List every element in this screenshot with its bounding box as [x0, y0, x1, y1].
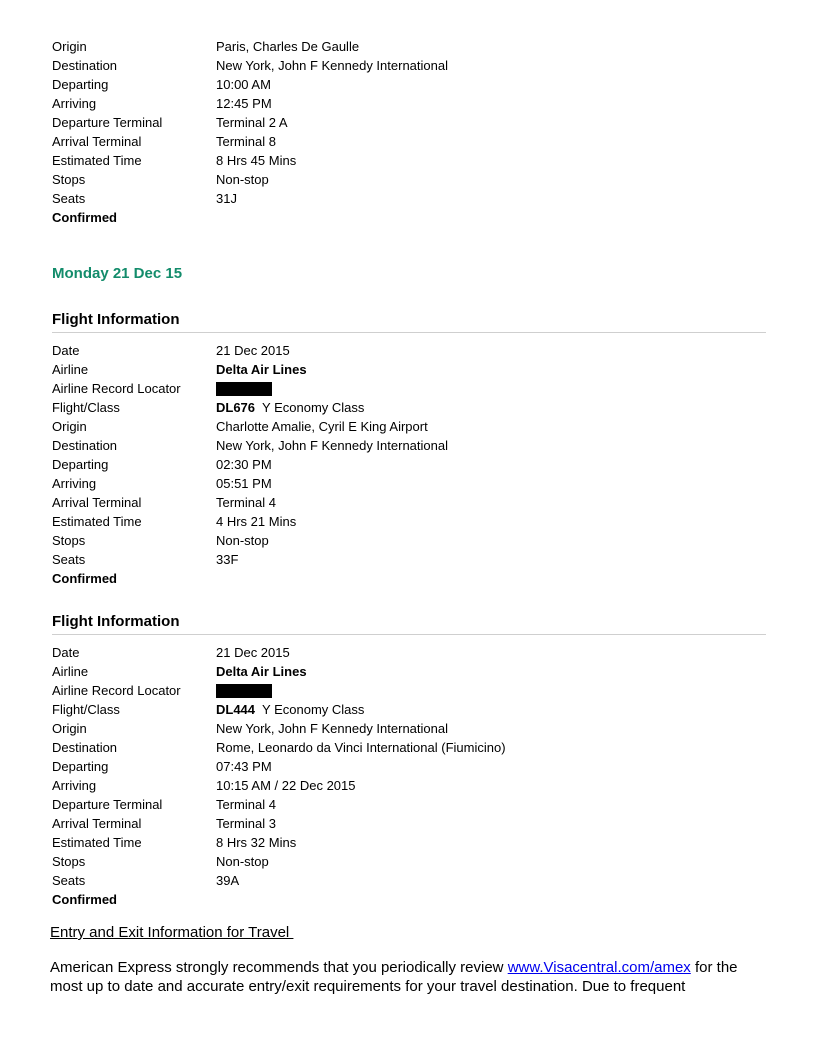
seats-label: Seats	[52, 552, 86, 567]
redaction-box	[216, 684, 272, 698]
destination-label: Destination	[52, 740, 118, 755]
paragraph-text-start: American Express strongly recommends that you periodically review	[50, 959, 508, 976]
departure-terminal-label: Departure Terminal	[52, 797, 163, 812]
arriving-label: Arriving	[52, 778, 97, 793]
airline-value: Delta Air Lines	[216, 362, 307, 377]
entry-exit-title: Entry and Exit Information for Travel	[50, 924, 294, 941]
destination-value: Rome, Leonardo da Vinci International (Fiumicino)	[216, 740, 506, 755]
arrival-terminal-value: Terminal 4	[216, 495, 276, 510]
flight-class-label: Flight/Class	[52, 702, 120, 717]
seats-label: Seats	[52, 873, 86, 888]
stops-value: Non-stop	[216, 854, 269, 869]
detail-value: 10:00 AM	[216, 77, 271, 92]
entry-exit-paragraph	[50, 958, 766, 996]
seats-value: 33F	[216, 552, 239, 567]
stops-value: Non-stop	[216, 533, 269, 548]
origin-label: Origin	[52, 721, 87, 736]
detail-value: New York, John F Kennedy International	[216, 58, 448, 73]
paragraph-text-end: for the most up to date and accurate entry/exit requirements for your travel destination. Due to frequent	[50, 959, 738, 995]
detail-label: Stops	[52, 172, 86, 187]
detail-value: 12:45 PM	[216, 96, 272, 111]
detail-value: Terminal 2 A	[216, 115, 288, 130]
arrival-terminal-label: Arrival Terminal	[52, 816, 142, 831]
detail-label: Departing	[52, 77, 109, 92]
origin-value: Charlotte Amalie, Cyril E King Airport	[216, 419, 428, 434]
arrival-terminal-value: Terminal 3	[216, 816, 276, 831]
flight-number: DL676	[216, 400, 256, 415]
flight-information-heading: Flight Information	[52, 613, 180, 630]
date-value: 21 Dec 2015	[216, 343, 290, 358]
stops-label: Stops	[52, 533, 86, 548]
record-locator-label: Airline Record Locator	[52, 683, 181, 698]
section-divider	[52, 332, 766, 333]
arriving-value: 05:51 PM	[216, 476, 272, 491]
departing-label: Departing	[52, 759, 109, 774]
airline-value: Delta Air Lines	[216, 664, 307, 679]
airline-label: Airline	[52, 664, 89, 679]
date-value: 21 Dec 2015	[216, 645, 290, 660]
detail-value: Terminal 8	[216, 134, 276, 149]
flight-class-value	[216, 700, 364, 719]
record-locator-value	[216, 379, 272, 398]
flight-number: DL444	[216, 702, 256, 717]
cabin-class: Y Economy Class	[262, 400, 365, 415]
detail-label: Arriving	[52, 96, 97, 111]
record-locator-value	[216, 681, 272, 700]
estimated-time-label: Estimated Time	[52, 514, 142, 529]
estimated-time-value: 8 Hrs 32 Mins	[216, 835, 297, 850]
booking-status: Confirmed	[52, 571, 117, 586]
date-label: Date	[52, 645, 80, 660]
origin-value: New York, John F Kennedy International	[216, 721, 448, 736]
detail-label: Origin	[52, 39, 87, 54]
departing-value: 02:30 PM	[216, 457, 272, 472]
detail-value: 8 Hrs 45 Mins	[216, 153, 297, 168]
redaction-box	[216, 382, 272, 396]
cabin-class: Y Economy Class	[262, 702, 365, 717]
flight-class-value	[216, 398, 364, 417]
booking-status: Confirmed	[52, 210, 117, 225]
detail-value: Non-stop	[216, 172, 269, 187]
arrival-terminal-label: Arrival Terminal	[52, 495, 142, 510]
day-heading: Monday 21 Dec 15	[52, 265, 183, 282]
destination-label: Destination	[52, 438, 118, 453]
destination-value: New York, John F Kennedy International	[216, 438, 448, 453]
detail-label: Seats	[52, 191, 86, 206]
date-label: Date	[52, 343, 80, 358]
record-locator-label: Airline Record Locator	[52, 381, 181, 396]
detail-value: Paris, Charles De Gaulle	[216, 39, 360, 54]
detail-label: Estimated Time	[52, 153, 142, 168]
estimated-time-label: Estimated Time	[52, 835, 142, 850]
detail-label: Departure Terminal	[52, 115, 163, 130]
section-divider	[52, 634, 766, 635]
detail-value: 31J	[216, 191, 237, 206]
detail-label: Arrival Terminal	[52, 134, 142, 149]
arriving-label: Arriving	[52, 476, 97, 491]
stops-label: Stops	[52, 854, 86, 869]
detail-label: Destination	[52, 58, 118, 73]
departing-value: 07:43 PM	[216, 759, 272, 774]
flight-information-heading: Flight Information	[52, 311, 180, 328]
airline-label: Airline	[52, 362, 89, 377]
visacentral-link[interactable]: www.Visacentral.com/amex	[507, 959, 691, 976]
flight-class-label: Flight/Class	[52, 400, 120, 415]
departing-label: Departing	[52, 457, 109, 472]
booking-status: Confirmed	[52, 892, 117, 907]
origin-label: Origin	[52, 419, 87, 434]
arriving-value: 10:15 AM / 22 Dec 2015	[216, 778, 356, 793]
departure-terminal-value: Terminal 4	[216, 797, 276, 812]
seats-value: 39A	[216, 873, 240, 888]
estimated-time-value: 4 Hrs 21 Mins	[216, 514, 297, 529]
